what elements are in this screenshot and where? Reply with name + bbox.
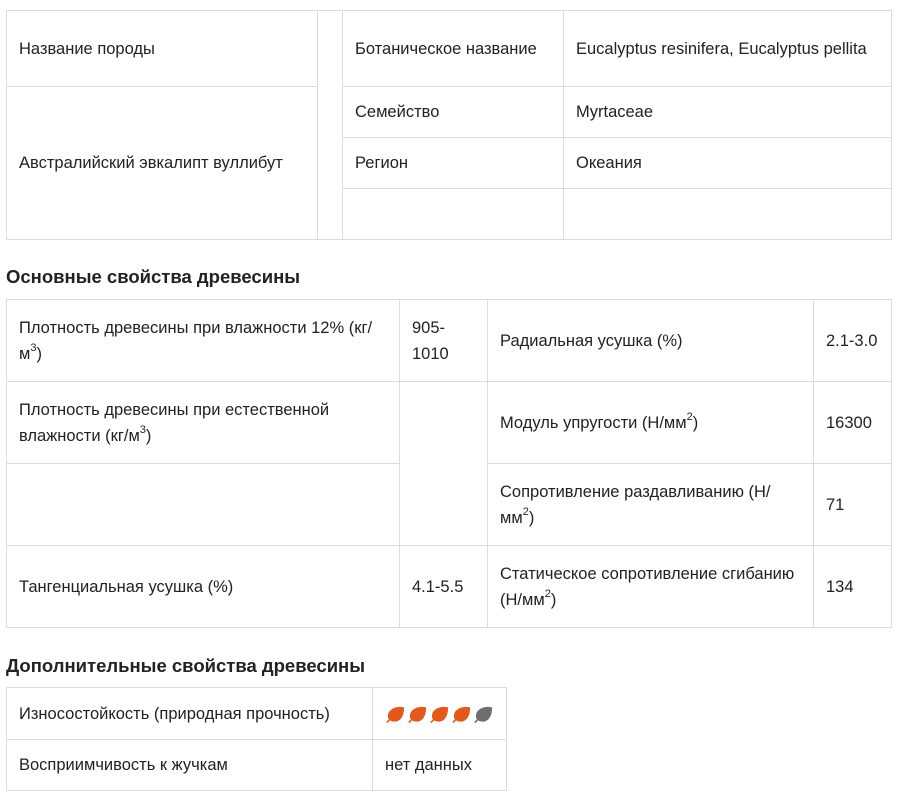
bending-resistance-value: 134 [814, 546, 892, 628]
radial-shrinkage-value: 2.1-3.0 [814, 300, 892, 382]
family-label: Семейство [343, 87, 564, 138]
extra-properties-table [6, 687, 507, 791]
leaf-icon [451, 704, 472, 724]
crush-resistance-value: 71 [814, 464, 892, 546]
radial-shrinkage-label: Радиальная усушка (%) [488, 300, 814, 382]
leaf-icon [429, 704, 450, 724]
breed-info-table [6, 10, 892, 240]
density-natural-label: Плотность древесины при естественной влажности $(кг/м^3)$ [7, 382, 400, 464]
tangential-shrinkage-value: 4.1-5.5 [400, 546, 488, 628]
density-12-label: Плотность древесины при влажности 12% $(кг/м^3)$ [7, 300, 400, 382]
region-label: Регион [343, 138, 564, 189]
density-natural-value [400, 382, 488, 546]
empty-cell [564, 189, 892, 240]
modulus-label: Модуль упругости $(Н/мм^2)$ [488, 382, 814, 464]
breed-name-value: Австралийский эвкалипт вуллибут [7, 87, 318, 240]
main-properties-table [6, 299, 892, 628]
leaf-icon [473, 704, 494, 724]
family-value: Myrtaceae [564, 87, 892, 138]
empty-cell [7, 464, 400, 546]
breed-name-label: Название породы [7, 11, 318, 87]
beetle-susceptibility-label: Восприимчивость к жучкам [7, 740, 373, 791]
region-value: Океания [564, 138, 892, 189]
botanical-name-value: Eucalyptus resinifera, Eucalyptus pellita [564, 11, 892, 87]
empty-cell [343, 189, 564, 240]
bending-resistance-label: Статическое сопротивление сгибанию $(Н/мм^2)$ [488, 546, 814, 628]
density-12-value: 905-1010 [400, 300, 488, 382]
beetle-susceptibility-value: нет данных [373, 740, 507, 791]
leaf-rating [385, 704, 494, 724]
extra-properties-heading: Дополнительные свойства древесины [6, 655, 366, 676]
durability-rating [373, 688, 507, 740]
leaf-icon [407, 704, 428, 724]
tangential-shrinkage-label: Тангенциальная усушка (%) [7, 546, 400, 628]
crush-resistance-label: Сопротивление раздавливанию $(Н/мм^2)$ [488, 464, 814, 546]
leaf-icon [385, 704, 406, 724]
modulus-value: 16300 [814, 382, 892, 464]
main-properties-heading: Основные свойства древесины [6, 266, 301, 287]
durability-label: Износостойкость (природная прочность) [7, 688, 373, 740]
botanical-name-label: Ботаническое название [343, 11, 564, 87]
spacer-cell [318, 11, 343, 240]
